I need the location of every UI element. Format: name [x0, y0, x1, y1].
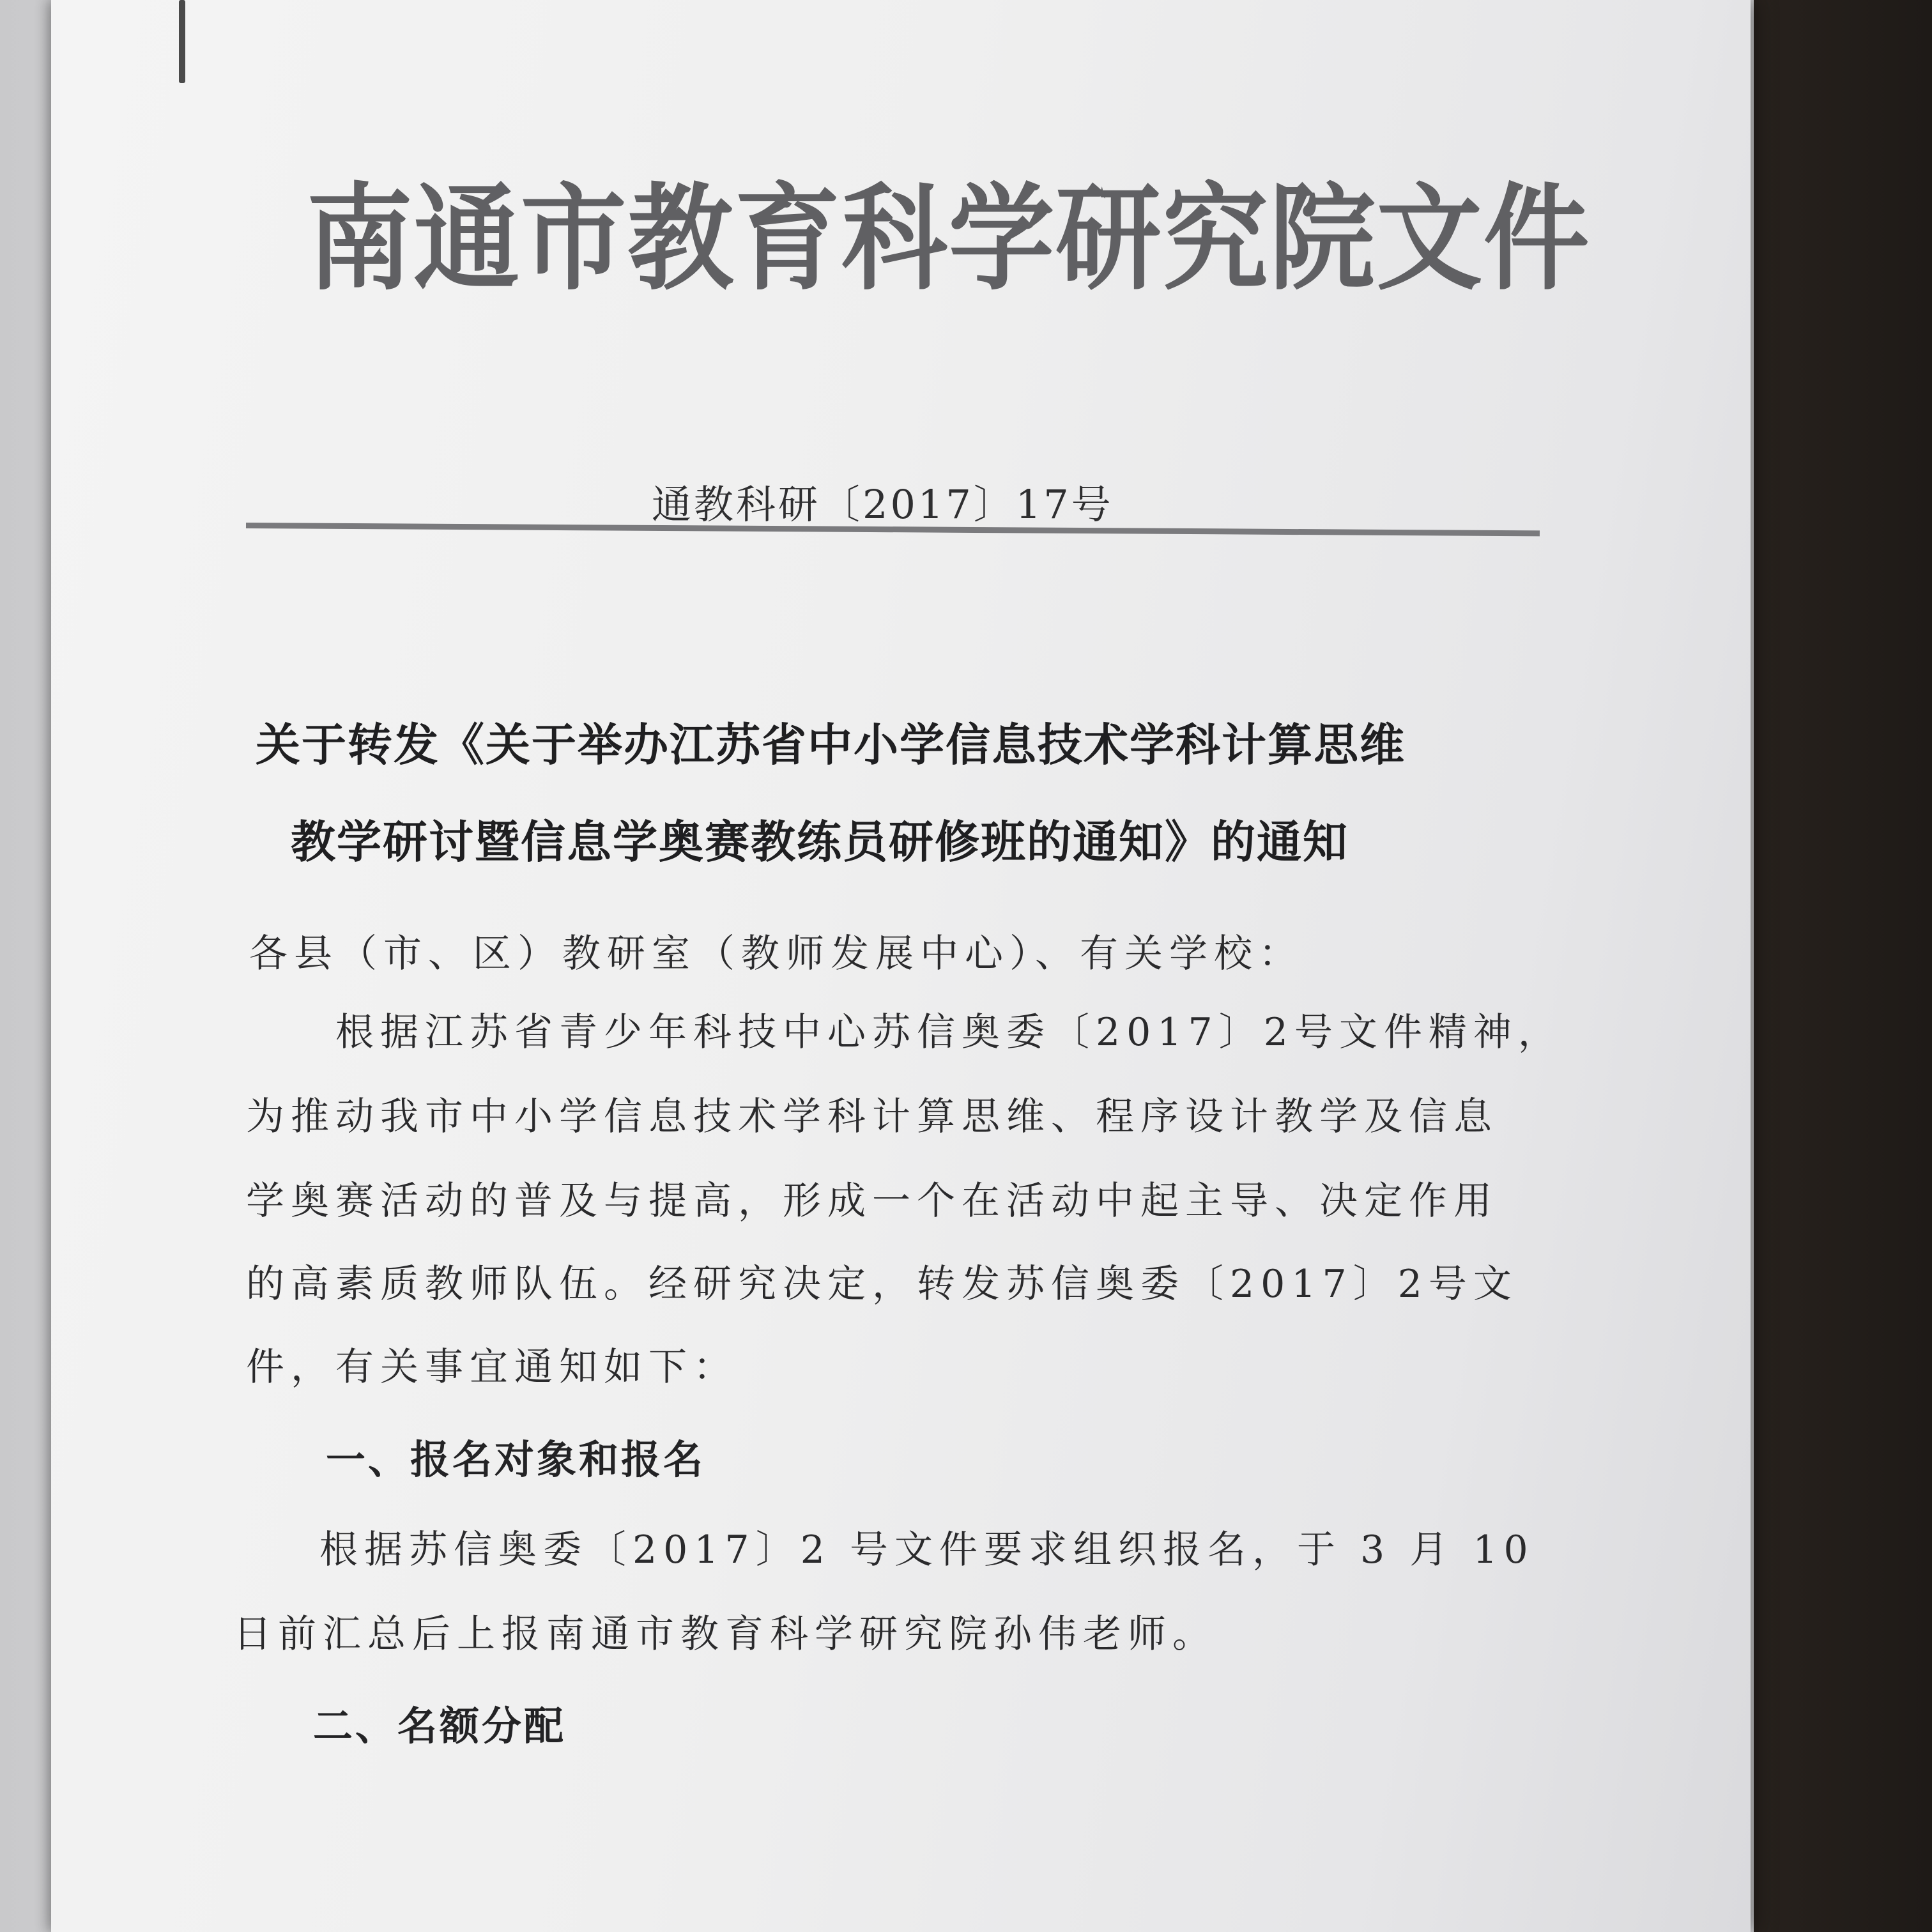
intro-line-3: 学奥赛活动的普及与提高，形成一个在活动中起主导、决定作用 — [246, 1179, 1498, 1223]
notice-title-line-1: 关于转发《关于举办江苏省中小学信息技术学科计算思维 — [256, 719, 1406, 771]
binder-clip-mark — [179, 0, 185, 83]
notice-title-line-2: 教学研讨暨信息学奥赛教练员研修班的通知》的通知 — [291, 816, 1349, 868]
document-number: 通教科研〔2017〕17号 — [652, 481, 1114, 528]
intro-line-5: 件，有关事宜通知如下： — [246, 1345, 738, 1390]
section-1-heading: 一、报名对象和报名 — [326, 1436, 706, 1483]
section-1-line-2: 日前汇总后上报南通市教育科学研究院孙伟老师。 — [233, 1612, 1217, 1657]
intro-line-1: 根据江苏省青少年科技中心苏信奥委〔2017〕2号文件精神， — [335, 1010, 1563, 1055]
addressee-line: 各县（市、区）教研室（教师发展中心）、有关学校： — [249, 931, 1303, 976]
document-masthead: 南通市教育科学研究院文件 — [307, 172, 1591, 306]
intro-line-2: 为推动我市中小学信息技术学科计算思维、程序设计教学及信息 — [246, 1094, 1498, 1139]
intro-line-4: 的高素质教师队伍。经研究决定，转发苏信奥委〔2017〕2号文 — [246, 1262, 1518, 1307]
section-1-line-1: 根据苏信奥委〔2017〕2 号文件要求组织报名，于 3 月 10 — [319, 1528, 1535, 1572]
section-2-heading: 二、名额分配 — [313, 1703, 567, 1749]
